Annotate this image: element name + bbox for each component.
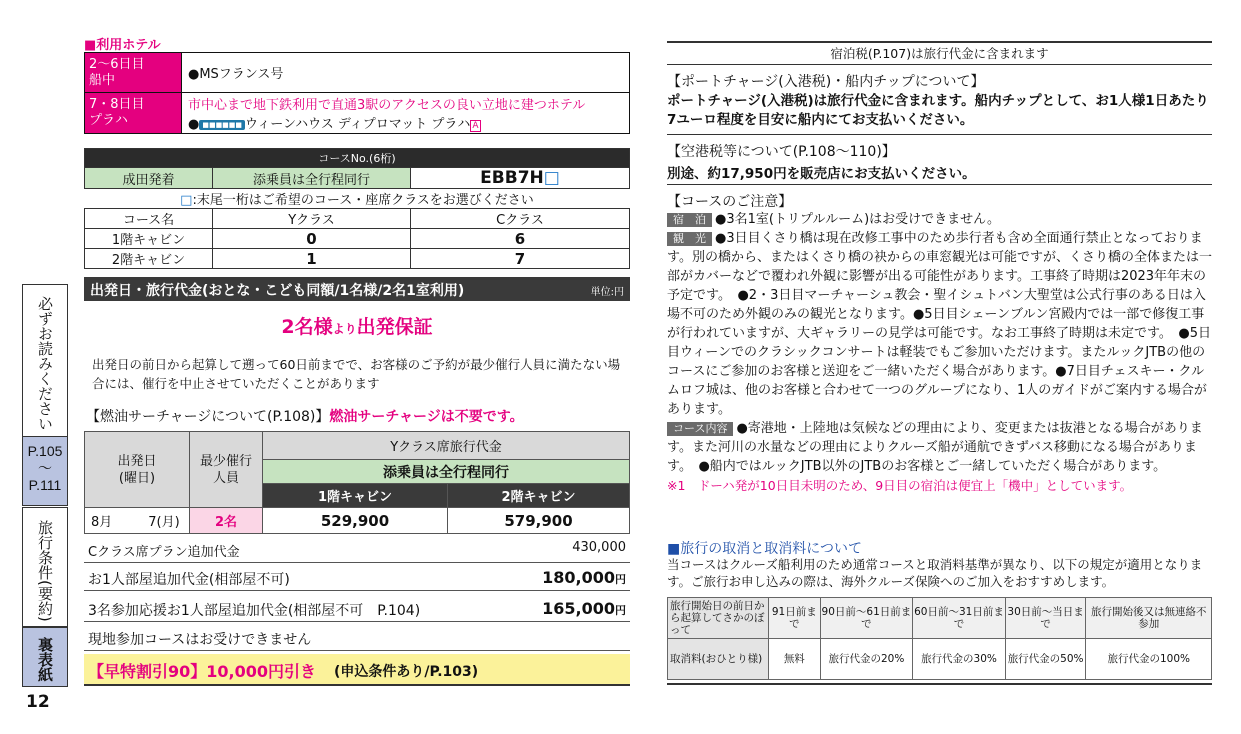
table-row (668, 598, 1212, 639)
cancel-cell: 旅行代金の30% (913, 639, 1006, 680)
col-c-class: Cクラス (411, 209, 630, 229)
cancel-cell: 取消料(おひとり様) (668, 639, 769, 680)
port-charge-text: ポートチャージ(入港税)は旅行代金に含まれます。船内チップとして、お1人様1日あたり7ユーロ程度を目安に船内にてお支払いください。 (667, 93, 1209, 128)
extra-label: Cクラス席プラン追加代金 (88, 545, 240, 560)
note-sightseeing (667, 229, 1212, 419)
col-y-price: Yクラス席旅行代金 (263, 432, 630, 460)
col-1f-cabin: 1階キャビン (263, 484, 448, 508)
hotel-rank-badge: ■■■■■■ (199, 120, 245, 130)
course-code-box: □ (543, 168, 560, 188)
cabin-name: 1階キャビン (85, 229, 213, 249)
col-departure-date (85, 432, 190, 508)
hotel-place: 船中 (89, 72, 116, 88)
cancel-cell: 旅行代金の100% (1086, 639, 1212, 680)
cabin-y: 0 (213, 229, 411, 249)
hotel-description: 市中心まで地下鉄利用で直通3駅のアクセスの良い立地に建つホテル (188, 98, 586, 113)
extra-value (572, 540, 626, 555)
stay-text: ●3名1室(トリプルルーム)はお受けできません。 (715, 212, 1000, 227)
cancel-head-cell: 旅行開始日の前日から起算してさかのぼって (668, 598, 769, 639)
course-notes-title: 【コースのご注意】 (667, 194, 793, 210)
side-tab-conditions[interactable] (22, 507, 68, 627)
rule (667, 184, 1212, 185)
price-1f: 529,900 (263, 508, 448, 534)
tag-sightseeing: 観 光 (667, 232, 712, 246)
side-tab-back-cover-label: 裏表紙 (36, 636, 54, 682)
cancel-head-cell: 旅行開始後又は無連絡不参加 (1086, 598, 1212, 639)
guarantee-text: 出発保証 (356, 316, 433, 338)
fuel-surcharge (86, 406, 524, 426)
extra-label: 現地参加コースはお受けできません (88, 632, 312, 648)
departure-day: 7(月) (148, 515, 180, 530)
side-tab-read[interactable] (22, 284, 68, 438)
departure-month: 8月 (91, 515, 113, 530)
early-discount-main: 【早特割引90】10,000円引き (88, 662, 317, 681)
extra-value-text: 165,000 (542, 599, 615, 618)
extra-row (84, 564, 630, 591)
side-tab-pages-sep: ～ (38, 460, 52, 476)
hotel-days: 7・8日目 (89, 97, 145, 112)
extra-label: 3名参加応援お1人部屋追加代金(相部屋不可 P.104) (88, 603, 421, 619)
side-tab-pages-to: P.111 (28, 477, 62, 493)
extra-value (542, 568, 626, 587)
table-row (85, 229, 630, 249)
price-unit: 単位:円 (590, 287, 624, 298)
col-min-participants (190, 432, 263, 508)
note-course (667, 419, 1212, 476)
cancel-cell: 旅行代金の20% (820, 639, 913, 680)
course-note-text: :末尾一桁はご希望のコース・座席クラスをお選びください (192, 193, 534, 208)
course-note-box: □ (180, 193, 193, 208)
extra-value-text: 180,000 (542, 568, 615, 587)
cancel-head-cell: 91日前まで (769, 598, 821, 639)
col-y-class: Yクラス (213, 209, 411, 229)
price-heading-bar (84, 277, 630, 301)
cancel-table (667, 597, 1212, 680)
col-2f-cabin: 2階キャビン (448, 484, 630, 508)
course-code-text: EBB7H (480, 168, 544, 188)
guarantee-yori: より (332, 322, 357, 336)
cancel-head-cell: 60日前～31日前まで (913, 598, 1006, 639)
airport-tax-title: 【空港税等について(P.108～110)】 (667, 144, 896, 160)
hotel-bullet: ● (188, 117, 200, 132)
fuel-label: 【燃油サーチャージについて(P.108)】 (86, 409, 330, 425)
extra-yen: 円 (615, 604, 626, 617)
fuel-value: 燃油サーチャージは不要です。 (329, 409, 524, 425)
guarantee-count: 2名様 (281, 316, 333, 338)
cancel-head-cell: 90日前～61日前まで (820, 598, 913, 639)
hotel-value: ●MSフランス号 (182, 53, 630, 93)
tag-stay: 宿 泊 (667, 213, 712, 227)
side-tab-back-cover[interactable] (22, 627, 68, 687)
cancel-text: 当コースはクルーズ船利用のため通常コースと取消料基準が異なり、以下の規定が適用となります。ご旅行お申し込みの際は、海外クルーズ保険へのご加入をおすすめします。 (667, 557, 1203, 589)
tag-course: コース内容 (667, 422, 733, 436)
page-number: 12 (26, 692, 50, 712)
course-escort: 添乗員は全行程同行 (213, 168, 411, 189)
cancel-cell: 無料 (769, 639, 821, 680)
course-note (85, 189, 630, 209)
col-dow: (曜日) (118, 470, 156, 486)
hotel-row-label (85, 93, 182, 134)
col-course-name: コース名 (85, 209, 213, 229)
early-discount (84, 654, 630, 686)
hotel-row (85, 53, 630, 93)
hotel-row-label (85, 53, 182, 93)
hotel-mark-a: A (472, 121, 479, 131)
rule (667, 64, 1212, 65)
hotel-place: プラハ (89, 113, 129, 128)
cabin-c: 7 (411, 249, 630, 269)
airport-tax-text: 別途、約17,950円を販売店にお支払いください。 (667, 166, 976, 182)
rule (667, 134, 1212, 135)
side-tab-pages[interactable] (22, 436, 68, 506)
price-heading: 出発日・旅行代金(おとな・こども同額/1名様/2名1室利用) (90, 283, 465, 299)
right-bottom-rule (667, 683, 1212, 685)
col-min1: 最少催行 (199, 453, 252, 469)
side-tab-conditions-label: 旅行条件(要約) (36, 520, 54, 622)
right-top-rule (667, 41, 1212, 43)
tax-note: 宿泊税(P.107)は旅行代金に含まれます (830, 46, 1049, 61)
hotel-name: ウィーンハウス ディプロマット プラハ (245, 117, 471, 132)
course-content-text: ●寄港地・上陸地は気候などの理由により、変更または抜港となる場合があります。また河川の水量などの理由によりクルーズ船が通航できずバス移動になる場合があります。 ●船内ではルックJTB以外のJTBのお客様とご一緒していただく場合があります。 (667, 421, 1203, 474)
port-charge-title: 【ポートチャージ(入港税)・船内チップについて】 (667, 74, 985, 90)
course-code (411, 168, 630, 189)
price-table (84, 431, 630, 534)
departure-guarantee (84, 312, 630, 339)
cabin-name: 2階キャビン (85, 249, 213, 269)
min-participants: 2名 (190, 508, 263, 534)
extra-label: お1人部屋追加代金(相部屋不可) (88, 572, 290, 588)
extra-row (84, 624, 630, 651)
note-stay (667, 210, 1212, 229)
cancel-title: ■旅行の取消と取消料について (667, 541, 862, 557)
cancel-head-cell: 30日前～当日まで (1005, 598, 1086, 639)
col-min2: 人員 (212, 470, 239, 486)
sightseeing-text: ●3日目くさり橋は現在改修工事中のため歩行者も含め全面通行禁止となっております。別の橋から、またはくさり橋の袂からの車窓観光は可能ですが、くさり橋の全体または一部がカバーなどで覆われ外観に影響が出る可能性があります。工事終了時期は2023年年末の予定です。 ●2・3日目マーチャーシュ教会・聖イシュトバン大聖堂は公式行事のある日は入場不可のため外観のみの観光となります。●5日目シェーンブルン宮殿内では一部で修復工事が行われていますが、大ギャラリーの見学は可能です。なお工事終了時期は未定です。 ●5日目ウィーンでのクラシックコンサートは軽装でもご参加いただけます。またルックJTBの他のコースにご参加のお客様と送迎をご一緒いただく場合があります。●7日目チェスキー・クルムロフ城は、他のお客様と合わせて一つのグループになり、1人のガイドがご案内する場合があります。 (667, 231, 1212, 417)
extra-row (84, 536, 630, 563)
hotel-title: ■利用ホテル (84, 38, 161, 53)
course-number-header: コースNo.(6桁) (85, 149, 630, 168)
extra-yen: 円 (615, 573, 626, 586)
hotel-row (85, 93, 630, 134)
course-departure: 成田発着 (85, 168, 213, 189)
cabin-c: 6 (411, 229, 630, 249)
hotel-table (84, 52, 630, 134)
table-row (668, 639, 1212, 680)
early-discount-cond: (申込条件あり/P.103) (334, 664, 479, 680)
price-2f: 579,900 (448, 508, 630, 534)
cabin-y: 1 (213, 249, 411, 269)
cancel-notice: 出発日の前日から起算して遡って60日前までで、お客様のご予約が最少催行人員に満たない場合には、催行を中止させていただくことがあります (92, 357, 621, 391)
hotel-value (182, 93, 630, 134)
course-notes-body (667, 210, 1212, 495)
note-1: ※1 ドーハ発が10日目未明のため、9日目の宿泊は便宜上「機中」としています。 (667, 478, 1133, 493)
cancel-cell: 旅行代金の50% (1005, 639, 1086, 680)
col-escort: 添乗員は全行程同行 (263, 460, 630, 484)
col-date: 出発日 (117, 453, 157, 469)
extra-value (542, 599, 626, 618)
hotel-days: 2～6日目 (89, 56, 145, 72)
table-row (85, 249, 630, 269)
extra-row (84, 595, 630, 622)
departure-date (85, 508, 190, 534)
side-tab-pages-from: P.105 (27, 443, 63, 459)
table-row (85, 508, 630, 534)
side-tab-read-label: 必ずお読みください (36, 295, 54, 431)
course-table (84, 148, 630, 269)
extra-value-text: 430,000 (572, 540, 626, 555)
